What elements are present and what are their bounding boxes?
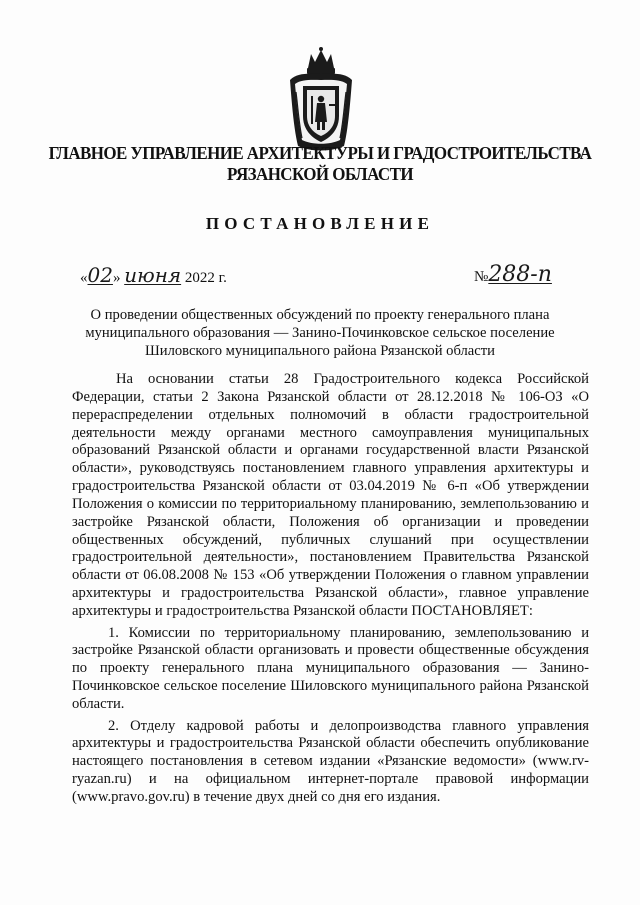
date-year: 2022 г. [184, 270, 227, 286]
date-month: июня [124, 263, 182, 287]
document-subject [70, 306, 570, 360]
date-day: 02 [87, 263, 113, 287]
body-paragraph-preamble: На основании статьи 28 Градостроительного кодекса Российской Федерации, статьи 2 Закона Рязанской области от 28.12.2018 № 106-ОЗ «О перераспределении отдельных полномочий в области градостроительной деятельности между органами местного самоуправления муниципальных образований Рязанской области и органами государственной власти Рязанской области», руководствуясь постановлением главного управления архитектуры и градостроительства Рязанской области от 03.04.2019 № 6-п «Об утверждении Положения о комиссии по территориальному планированию, землепользованию и застройке Рязанской области, Положения об организации и проведении общественных обсуждений, публичных слушаний при осуществлении градостроительной деятельности», постановлением Правительства Рязанской области от 06.08.2008 № 153 «Об утверждении Положения о главном управлении архитектуры и градостроительства Рязанской области», главное управление архитектуры и градостроительства Рязанской области ПОСТАНОВЛЯЕТ: [72, 371, 589, 619]
document-number [474, 262, 552, 287]
document-body [72, 371, 589, 807]
organization-line-1: ГЛАВНОЕ УПРАВЛЕНИЕ АРХИТЕКТУРЫ И ГРАДОСТРОИТЕЛЬСТВА [48, 143, 592, 163]
ryazan-coat-of-arms-icon [284, 46, 358, 156]
date-quote-open: « [80, 270, 88, 286]
organization-line-2: РЯЗАНСКОЙ ОБЛАСТИ [227, 164, 413, 184]
subject-line-2: муниципального образования — Занино-Починковское сельское поселение [85, 325, 555, 341]
organization-name [10, 143, 631, 185]
subject-line-3: Шиловского муниципального района Рязанской области [145, 343, 495, 359]
subject-line-1: О проведении общественных обсуждений по проекту генерального плана [90, 307, 550, 323]
body-paragraph-item-2: 2. Отделу кадровой работы и делопроизводства главного управления архитектуры и градостроительства Рязанской области обеспечить опубликование настоящего постановления в сетевом издании «Рязанские ведомости» (www.rv-ryazan.ru) и на официальном интернет-портале правовой информации (www.pravo.gov.ru) в течение двух дней со дня его издания. [72, 717, 589, 805]
date-quote-close: » [112, 270, 121, 286]
number-prefix: № [474, 269, 489, 285]
document-date [80, 263, 227, 287]
document-type: ПОСТАНОВЛЕНИЕ [205, 214, 435, 233]
number-value: 288-п [488, 262, 552, 287]
body-paragraph-item-1: 1. Комиссии по территориальному планированию, землепользованию и застройке Рязанской области организовать и провести общественные обсуждения по проекту генерального плана муниципального образования — Занино-Починковское сельское поселение Шиловского муниципального района Рязанской области. [72, 624, 589, 712]
